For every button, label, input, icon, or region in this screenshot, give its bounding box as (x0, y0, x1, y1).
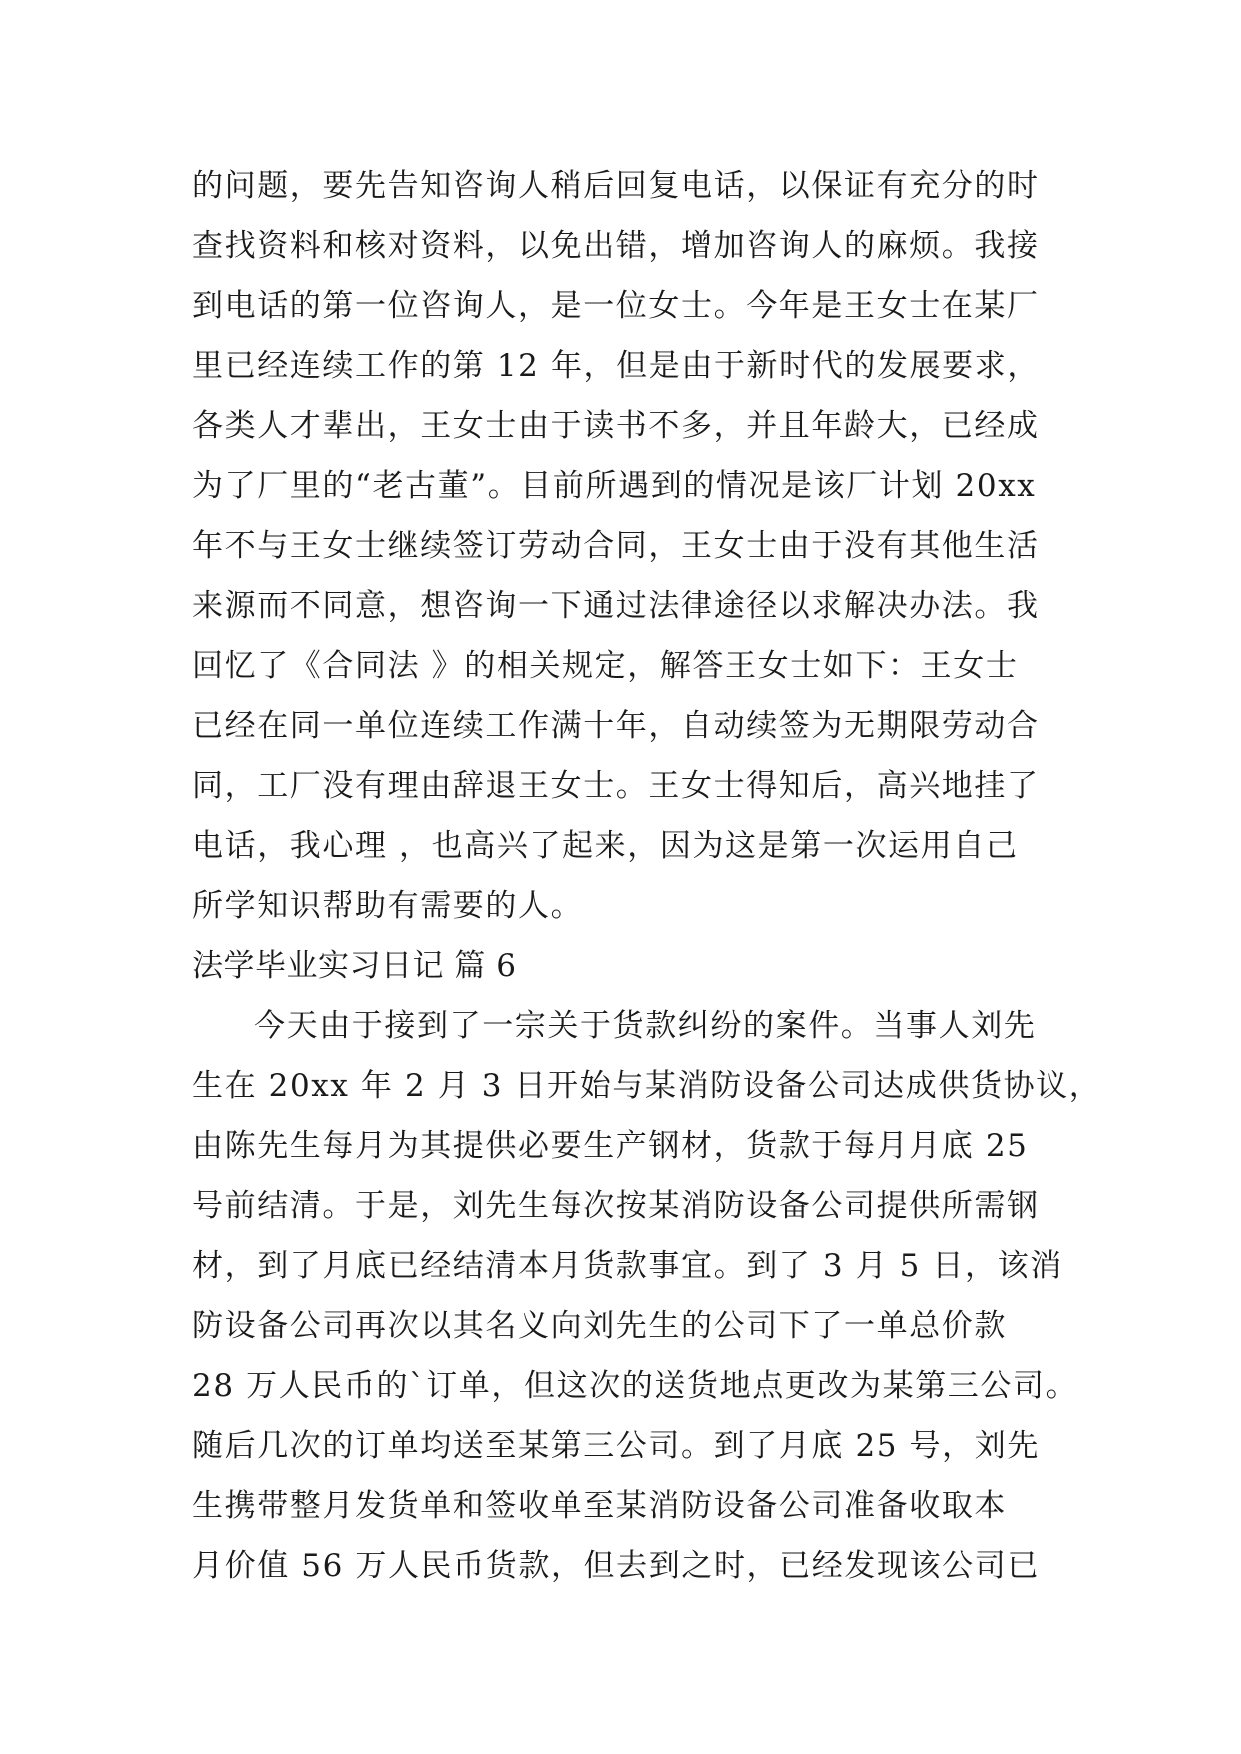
paragraph-line: 查找资料和核对资料，以免出错，增加咨询人的麻烦。我接 (192, 228, 1040, 264)
paragraph-line: 里已经连续工作的第 12 年，但是由于新时代的发展要求， (192, 348, 1040, 384)
paragraph-line: 回忆了《合同法 》的相关规定，解答王女士如下：王女士 (192, 648, 1019, 684)
paragraph-line: 电话，我心理 ，也高兴了起来，因为这是第一次运用自己 (192, 828, 1019, 864)
paragraph-line: 的问题，要先告知咨询人稍后回复电话，以保证有充分的时 (192, 168, 1040, 204)
paragraph-line: 所学知识帮助有需要的人。 (192, 888, 584, 924)
section-heading: 法学毕业实习日记 篇 6 (192, 948, 517, 984)
paragraph-line: 28 万人民币的`订单，但这次的送货地点更改为某第三公司。 (192, 1368, 1079, 1404)
paragraph-line: 到电话的第一位咨询人，是一位女士。今年是王女士在某厂 (192, 288, 1040, 324)
paragraph-line: 已经在同一单位连续工作满十年，自动续签为无期限劳动合 (192, 708, 1040, 744)
paragraph-line: 随后几次的订单均送至某第三公司。到了月底 25 号，刘先 (192, 1428, 1040, 1464)
document-body (192, 156, 1102, 1596)
paragraph-line: 号前结清。于是，刘先生每次按某消防设备公司提供所需钢 (192, 1188, 1040, 1224)
paragraph-line: 来源而不同意，想咨询一下通过法律途径以求解决办法。我 (192, 588, 1040, 624)
paragraph-line: 同，工厂没有理由辞退王女士。王女士得知后，高兴地挂了 (192, 768, 1040, 804)
paragraph-line: 今天由于接到了一宗关于货款纠纷的案件。当事人刘先 (254, 1008, 1037, 1044)
paragraph-line: 各类人才辈出，王女士由于读书不多，并且年龄大，已经成 (192, 408, 1040, 444)
paragraph-line: 材，到了月底已经结清本月货款事宜。到了 3 月 5 日，该消 (192, 1248, 1063, 1284)
paragraph-line: 防设备公司再次以其名义向刘先生的公司下了一单总价款 (192, 1308, 1007, 1344)
paragraph-line: 生携带整月发货单和签收单至某消防设备公司准备收取本 (192, 1488, 1007, 1524)
paragraph-line: 生在 20xx 年 2 月 3 日开始与某消防设备公司达成供货协议， (192, 1068, 1102, 1104)
paragraph-line: 年不与王女士继续签订劳动合同，王女士由于没有其他生活 (192, 528, 1040, 564)
paragraph-line: 月价值 56 万人民币货款，但去到之时，已经发现该公司已 (192, 1548, 1040, 1584)
paragraph-line: 为了厂里的“老古董”。目前所遇到的情况是该厂计划 20xx (192, 468, 1037, 504)
paragraph-line: 由陈先生每月为其提供必要生产钢材，货款于每月月底 25 (192, 1128, 1029, 1164)
